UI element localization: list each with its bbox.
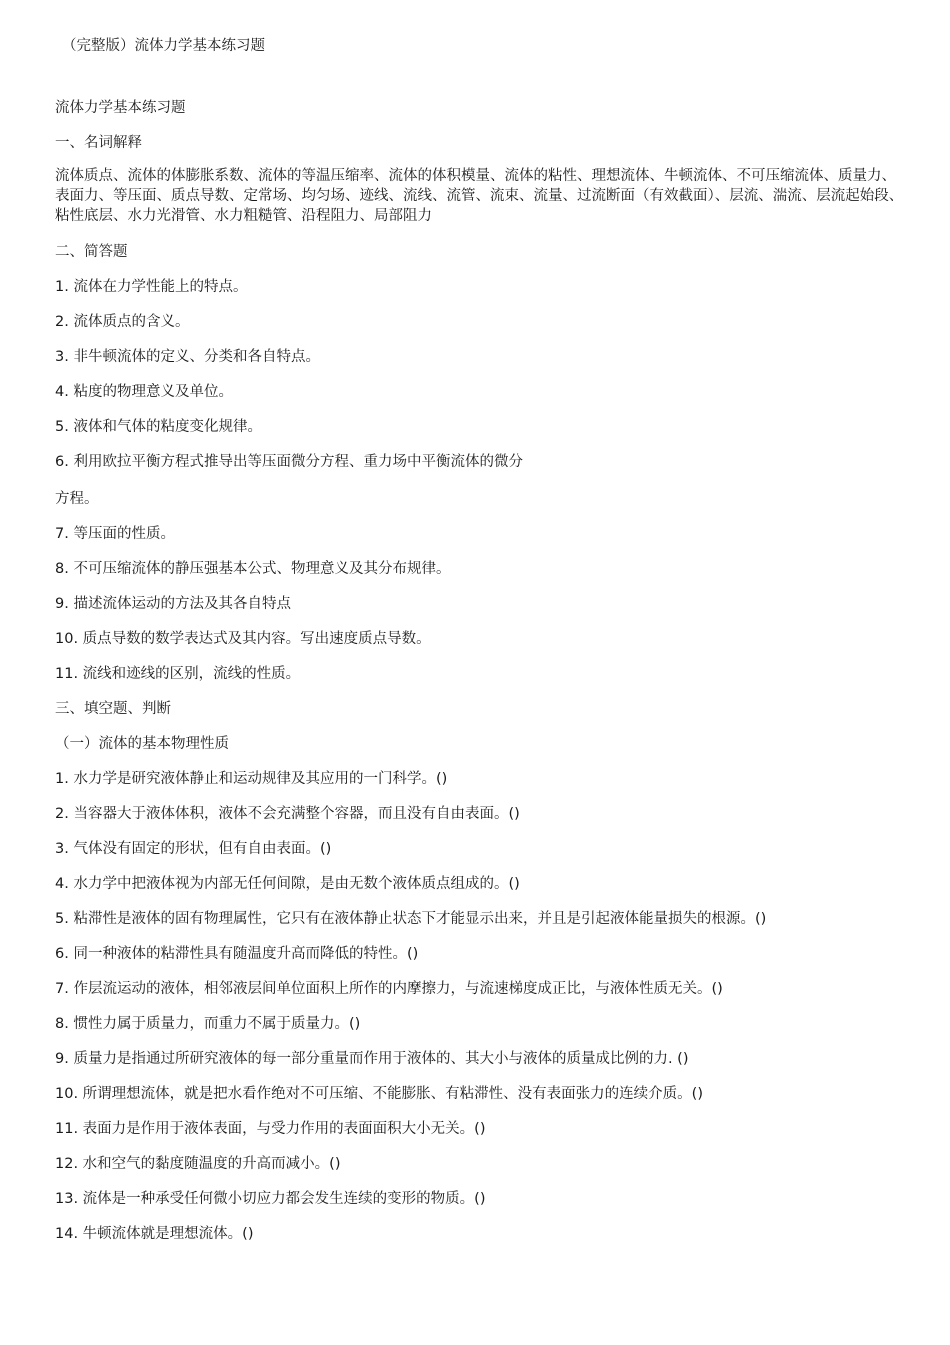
judgement-item: 10. 所谓理想流体，就是把水看作绝对不可压缩、不能膨胀、有粘滞性、没有表面张力的连续介质。() [55,1086,703,1102]
section3-subheading: （一）流体的基本物理性质 [55,736,229,752]
question-item: 3. 非牛顿流体的定义、分类和各自特点。 [55,349,320,365]
question-item: 5. 液体和气体的粘度变化规律。 [55,419,262,435]
judgement-item: 13. 流体是一种承受任何微小切应力都会发生连续的变形的物质。() [55,1191,486,1207]
question-item: 8. 不可压缩流体的静压强基本公式、物理意义及其分布规律。 [55,561,451,577]
question-item: 4. 粘度的物理意义及单位。 [55,384,233,400]
judgement-item: 12. 水和空气的黏度随温度的升高而减小。() [55,1156,341,1172]
question-item: 10. 质点导数的数学表达式及其内容。写出速度质点导数。 [55,631,431,647]
judgement-item: 11. 表面力是作用于液体表面，与受力作用的表面面积大小无关。() [55,1121,486,1137]
judgement-item: 1. 水力学是研究液体静止和运动规律及其应用的一门科学。() [55,771,448,787]
section2-heading: 二、简答题 [55,244,128,260]
judgement-item: 7. 作层流运动的液体，相邻液层间单位面积上所作的内摩擦力，与流速梯度成正比，与液体性质无关。() [55,981,723,997]
question-item: 6. 利用欧拉平衡方程式推导出等压面微分方程、重力场中平衡流体的微分 [55,454,523,470]
question-item: 2. 流体质点的含义。 [55,314,190,330]
question-item: 7. 等压面的性质。 [55,526,175,542]
judgement-item: 9. 质量力是指通过所研究液体的每一部分重量而作用于液体的、其大小与液体的质量成比例的力. () [55,1051,689,1067]
judgement-item: 6. 同一种液体的粘滞性具有随温度升高而降低的特性。() [55,946,419,962]
judgement-item: 14. 牛顿流体就是理想流体。() [55,1226,254,1242]
judgement-item: 5. 粘滞性是液体的固有物理属性，它只有在液体静止状态下才能显示出来，并且是引起液体能量损失的根源。() [55,911,767,927]
question-item: 9. 描述流体运动的方法及其各自特点 [55,596,291,612]
section1-heading: 一、名词解释 [55,135,142,151]
judgement-item: 8. 惯性力属于质量力，而重力不属于质量力。() [55,1016,361,1032]
document-title: 流体力学基本练习题 [55,100,186,116]
section3-heading: 三、填空题、判断 [55,701,171,717]
page-header: （完整版）流体力学基本练习题 [62,38,265,54]
judgement-item: 2. 当容器大于液体体积，液体不会充满整个容器，而且没有自由表面。() [55,806,520,822]
question-item: 1. 流体在力学性能上的特点。 [55,279,248,295]
question-item: 11. 流线和迹线的区别，流线的性质。 [55,666,301,682]
section1-terms: 流体质点、流体的体膨胀系数、流体的等温压缩率、流体的体积模量、流体的粘性、理想流体、牛顿流体、不可压缩流体、质量力、表面力、等压面、质点导数、定常场、均匀场、迹线、流线、流管、流束、流量、过流断面（有效截面）、层流、湍流、层流起始段、粘性底层、水力光滑管、水力粗糙管、沿程阻力、局部阻力 [55,168,904,224]
question-item-continuation: 方程。 [55,491,99,507]
document-body [55,98,910,1244]
judgement-item: 3. 气体没有固定的形状，但有自由表面。() [55,841,332,857]
judgement-item: 4. 水力学中把液体视为内部无任何间隙，是由无数个液体质点组成的。() [55,876,520,892]
